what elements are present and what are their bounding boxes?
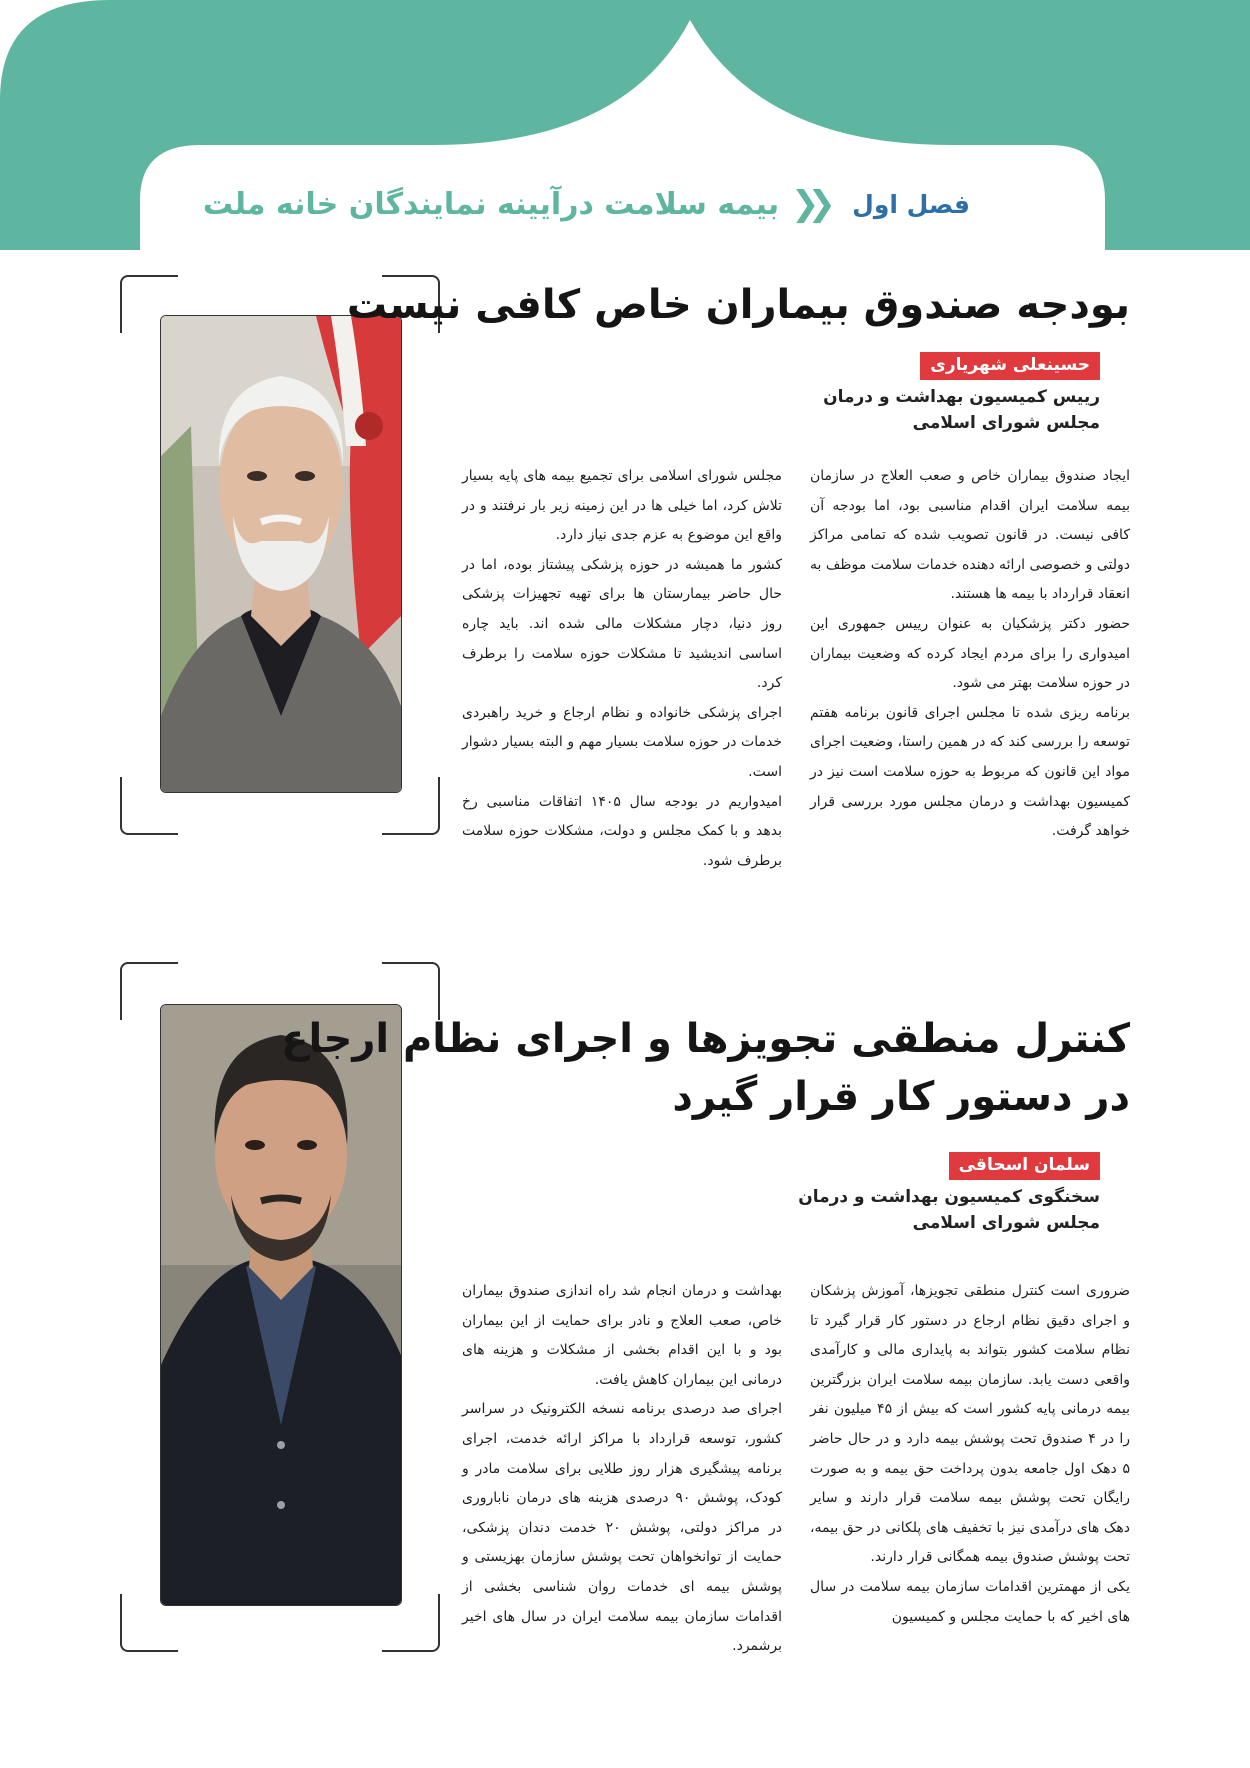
role-line: رییس کمیسیون بهداشت و درمان (823, 387, 1100, 407)
paragraph: بهداشت و درمان انجام شد راه اندازی صندوق بیماران خاص، صعب العلاج و نادر برای حمایت از این بیماران بود و با این اقدام بخشی از مشکلات و هزینه های درمانی این بیماران کاهش یافت. (462, 1283, 782, 1388)
article-2-speaker-badge: سلمان اسحاقی (949, 1152, 1100, 1180)
article-1-speaker-badge: حسینعلی شهریاری (920, 352, 1100, 380)
article-2-speaker-role (798, 1184, 1100, 1236)
role-line: مجلس شورای اسلامی (912, 1213, 1100, 1233)
paragraph: مجلس شورای اسلامی برای تجمیع بیمه های پایه بسیار تلاش کرد، اما خیلی ها در این زمینه زیر بار نرفتند و در واقع این موضوع به عزم جدی نیاز دارد. (462, 468, 782, 544)
role-line: سخنگوی کمیسیون بهداشت و درمان (798, 1187, 1100, 1207)
article-1-right-column (810, 462, 1130, 847)
article-2-left-column (462, 1277, 782, 1662)
running-head (203, 184, 970, 224)
portrait-photo-1 (160, 315, 402, 793)
paragraph: برنامه ریزی شده تا مجلس اجرای قانون برنامه هفتم توسعه را بررسی کند که در همین راستا، وضعیت اجرای مواد این قانون که مربوط به حوزه سلامت است نیز در کمیسیون بهداشت و درمان مجلس مورد بررسی قرار خواهد گرفت. (810, 704, 1130, 840)
paragraph: یکی از مهمترین اقدامات سازمان بیمه سلامت در سال های اخیر که با حمایت مجلس و کمیسیون (810, 1578, 1130, 1625)
section-label: فصل اول (852, 189, 970, 219)
page-number: ۱۱ (58, 192, 90, 222)
double-chevron-icon: ❯❯ (803, 184, 837, 224)
paragraph: ایجاد صندوق بیماران خاص و صعب العلاج در سازمان بیمه سلامت ایران اقدام مناسبی بود، اما بودجه آن کافی نیست. در قانون تصویب شده که تمامی مراکز دولتی و خصوصی ارائه دهنده خدمات سلامت موظف به انعقاد قرارداد با بیمه ها هستند. (810, 468, 1130, 603)
article-1-speaker-role (823, 384, 1100, 436)
paragraph: اجرای صد درصدی برنامه نسخه الکترونیک در سراسر کشور، توسعه قرارداد با مراکز ارائه خدمت، اجرای برنامه پیشگیری هزار روز طلایی برای سلامت مادر و کودک، پوشش ۹۰ درصدی هزینه های درمان ناباروری در مراکز دولتی، پوشش ۲۰ خدمت دندان پزشکی، حمایت از توانخواهان تحت پوشش سازمان بهزیستی و پوشش بیمه ای خدمات روان شناسی بخشی از اقدامات سازمان بیمه سلامت ایران در سال های اخیر برشمرد. (462, 1401, 783, 1655)
portrait-photo-icon (161, 316, 401, 792)
headline-line: بودجه صندوق بیماران خاص کافی نیست (346, 282, 1130, 328)
series-title: بیمه سلامت درآیینه نمایندگان خانه ملت (202, 186, 780, 222)
paragraph: اجرای پزشکی خانواده و نظام ارجاع و خرید راهبردی خدمات در حوزه سلامت بسیار مهم و البته بسیار دشوار است. (462, 704, 782, 780)
paragraph: حضور دکتر پزشکیان به عنوان رییس جمهوری این امیدواری را برای مردم ایجاد کرده که وضعیت بیماران در حوزه سلامت بهتر می شود. (810, 615, 1130, 692)
paragraph: کشور ما همیشه در حوزه پزشکی پیشتاز بوده، اما در حال حاضر بیمارستان ها برای تهیه تجهیزات پزشکی روز دنیا، دچار مشکلات مالی شده اند. باید چاره اساسی اندیشید تا مشکلات حوزه سلامت را برطرف کرد. (462, 556, 782, 692)
article-1-left-column (462, 462, 782, 876)
article-2-headline (281, 1010, 1130, 1126)
headline-line: کنترل منطقی تجویزها و اجرای نظام ارجاع (281, 1016, 1130, 1062)
paragraph: ضروری است کنترل منطقی تجویزها، آموزش پزشکان و اجرای دقیق نظام ارجاع در دستور کار قرار گیرد تا نظام سلامت کشور بتواند به پایداری مالی و کارآمدی واقعی دست یابد. سازمان بیمه سلامت ایران بزرگترین بیمه درمانی پایه کشور است که بیش از ۴۵ میلیون نفر را در ۴ صندوق تحت پوشش بیمه دارد و در حال حاضر ۵ دهک اول جامعه بدون پرداخت حق بیمه و به صورت رایگان تحت پوشش بیمه سلامت قرار دارند و سایر دهک های درآمدی نیز با تخفیف های پلکانی در حق بیمه، تحت پوشش صندوق بیمه همگانی قرار دارند. (810, 1283, 1130, 1566)
paragraph: امیدواریم در بودجه سال ۱۴۰۵ اتفاقات مناسبی رخ بدهد و با کمک مجلس و دولت، مشکلات حوزه سلامت برطرف شود. (462, 793, 782, 869)
headline-line: در دستور کار قرار گیرد (672, 1074, 1130, 1120)
photo-frame-1 (120, 275, 440, 835)
role-line: مجلس شورای اسلامی (912, 413, 1100, 433)
article-2-right-column (810, 1277, 1130, 1632)
article-1-headline (347, 276, 1130, 334)
